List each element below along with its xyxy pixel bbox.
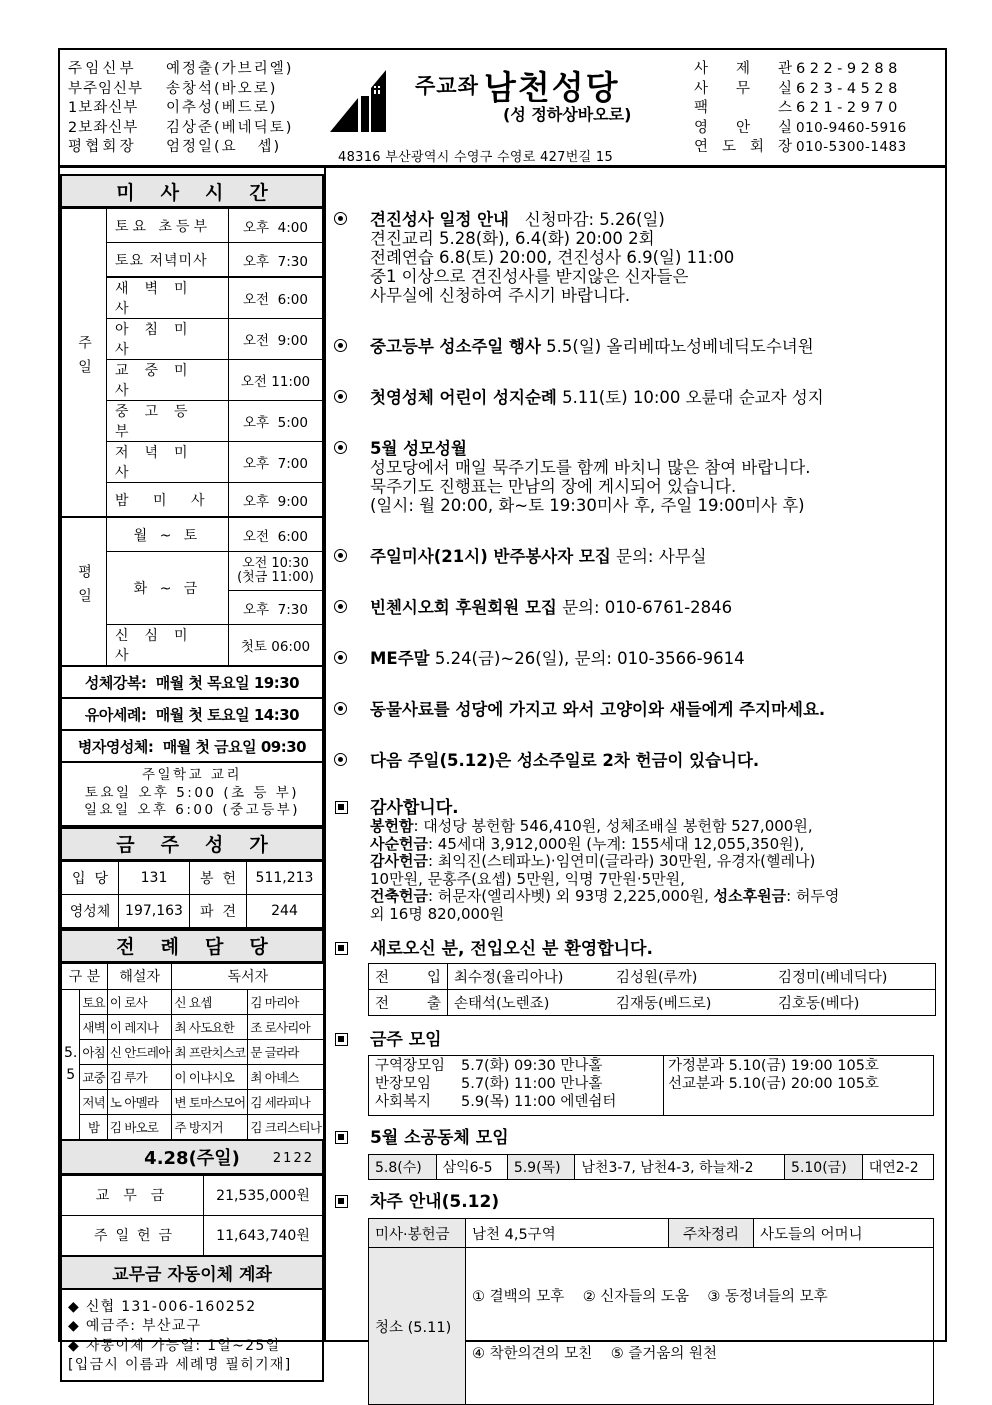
table-row: 밤 미 사 오후 9:00: [61, 483, 323, 518]
church-address: 48316 부산광역시 수영구 수영로 427번길 15: [338, 150, 614, 165]
small-community-table: [368, 1154, 934, 1180]
table-row: 오후 7:30: [61, 591, 323, 625]
table-row: 미사·봉헌금 남천 4,5구역 주차정리 사도들의 어머니: [369, 1219, 934, 1248]
table-row: 저녁 노 아멜라 변 토마스모어 김 세라피나: [61, 1089, 324, 1114]
table-row: 5.8(수) 삼익6-5 5.9(목) 남천3-7, 남천4-3, 하늘채-2 5.10(금) 대연2-2: [369, 1155, 934, 1180]
contact-list: [694, 60, 907, 158]
meetings-heading: 금주 모임: [330, 1030, 942, 1050]
notice-item: ME주말 5.24(금)~26(일), 문의: 010-3566-9614: [330, 649, 942, 668]
next-week-table: [368, 1218, 934, 1405]
mass-times-title: 미사시간: [60, 174, 324, 208]
notice-item: 빈첸시오회 후원회원 모집 문의: 010-6761-2846: [330, 598, 942, 617]
table-row: 새벽 이 레지나 최 사도요한 조 로사리아: [61, 1014, 324, 1039]
main-column: [330, 174, 942, 1405]
notice-item: 다음 주일(5.12)은 성소주일로 2차 헌금이 있습니다.: [330, 751, 942, 770]
radio-bullet-icon: [334, 753, 347, 766]
table-row: 아침미사 오전 9:00: [61, 319, 323, 360]
notice-item: 5월 성모성월 성모당에서 매일 묵주기도를 함께 바치니 많은 참여 바랍니다. 묵주기도 진행표는 만남의 장에 게시되어 있습니다. (일시: 월 20:00, 화~토 19:30미사 후, 주일 19:00미사 후): [330, 439, 942, 515]
table-row: 입 당 131 봉 헌 511,213: [61, 861, 323, 894]
liturgy-table: [60, 963, 325, 1141]
table-row: 교중미사 오전 11:00: [61, 360, 323, 401]
sunday-school-info: 주일학교 교리 토요일 오후 5:00 (초 등 부) 일요일 오후 6:00 (중고등부): [60, 763, 324, 827]
table-row: 영성체 197,163 파 견 244: [61, 894, 323, 928]
hymns-title: 금주성가: [60, 827, 324, 861]
meetings-right: 가정분과 5.10(금) 19:00 105호 선교분과 5.10(금) 20:00 105호: [664, 1056, 934, 1116]
liturgy-title: 전례담당: [60, 929, 324, 963]
contact-row: 팩 스 621-2970: [694, 100, 902, 116]
table-row: 5. 5 토요 이 로사 신 요셉 김 마리아: [61, 989, 324, 1014]
notice-item: 주일미사(21시) 반주봉사자 모집 문의: 사무실: [330, 547, 942, 566]
contact-row: 연 도 회 장 010-5300-1483: [694, 139, 907, 155]
square-bullet-icon: [335, 801, 348, 814]
radio-bullet-icon: [334, 390, 347, 403]
infant-baptism-info: 유아세례: 매월 첫 토요일 14:30: [60, 699, 324, 731]
sunday-label: 주일: [61, 209, 107, 518]
table-row: 구 분 해설자 독서자: [61, 963, 324, 989]
adoration-info: 성체강복: 매월 첫 목요일 19:30: [60, 667, 324, 699]
notice-item: 견진성사 일정 안내 신청마감: 5.26(일) 견진교리 5.28(화), 6.4(화) 20:00 2회 전례연습 6.8(토) 20:00, 견진성사 6.9(일) 11:00 중1 이상으로 견진성사를 받지않은 신자들은 사무실에 신청하여 주시기 바랍니다.: [330, 210, 942, 305]
radio-bullet-icon: [334, 441, 347, 454]
welcome-table: [368, 963, 936, 1016]
thanks-heading: 감사합니다.: [330, 798, 942, 818]
table-row: 청소 (5.11) ① 결백의 모후 ② 신자들의 도움 ③ 동정녀들의 모후 ④ 착한의견의 모친 ⑤ 즐거움의 원천: [369, 1248, 934, 1405]
radio-bullet-icon: [334, 600, 347, 613]
clergy-row: 1보좌신부 이추성(베드로): [68, 100, 278, 116]
table-row: 새벽미사 오전 6:00: [61, 277, 323, 319]
table-row: 평일 월 ~ 토 오전 6:00: [61, 517, 323, 552]
left-column: [60, 174, 324, 1382]
contact-row: 영 안 실 010-9460-5916: [694, 119, 907, 136]
notice-item: 첫영성체 어린이 성지순례 5.11(토) 10:00 오륜대 순교자 성지: [330, 388, 942, 407]
meetings-table: [368, 1055, 934, 1116]
weekday-label: 평일: [61, 517, 107, 666]
sick-communion-info: 병자영성체: 매월 첫 금요일 09:30: [60, 731, 324, 763]
table-row: 밤 김 바오로 주 방지거 김 크리스티나: [61, 1114, 324, 1140]
square-bullet-icon: [335, 1195, 348, 1208]
contact-row: 사 제 관 622-9288: [694, 61, 902, 77]
table-row: 저녁미사 오후 7:00: [61, 442, 323, 483]
notice-item: 중고등부 성소주일 행사 5.5(일) 올리베따노성베네딕도수녀원: [330, 337, 942, 356]
account-title: 교무금 자동이체 계좌: [60, 1257, 324, 1290]
radio-bullet-icon: [334, 651, 347, 664]
attendance-count: 2122: [272, 1150, 314, 1166]
clergy-row: 평협회장 엄정일(요 셉): [68, 139, 282, 155]
column-divider: [324, 168, 326, 1340]
church-title: 주교좌 남천성당: [415, 68, 620, 107]
finance-table: [60, 1175, 324, 1257]
radio-bullet-icon: [334, 212, 347, 225]
radio-bullet-icon: [334, 549, 347, 562]
church-logo-icon: [328, 66, 398, 136]
table-row: 중고등부 오후 5:00: [61, 401, 323, 442]
next-week-heading: 차주 안내(5.12): [330, 1192, 942, 1212]
radio-bullet-icon: [334, 339, 347, 352]
header: [60, 50, 945, 168]
meetings-left: 구역장모임 5.7(화) 09:30 만나홀 반장모임 5.7(화) 11:00 만나홀 사회복지 5.9(목) 11:00 에덴쉼터: [369, 1056, 664, 1116]
table-row: 전 입 최수정(율리아나) 김성원(루까) 김정미(베네딕다): [369, 964, 936, 990]
square-bullet-icon: [335, 942, 348, 955]
table-row: [369, 1056, 934, 1116]
clergy-row: 부주임신부 송창석(바오로): [68, 80, 278, 97]
square-bullet-icon: [335, 1033, 348, 1046]
table-row: 신심미사 첫토 06:00: [61, 625, 323, 667]
church-subtitle: (성 정하상바오로): [503, 105, 632, 124]
finance-date-title: 4.28(주일) 2122: [60, 1141, 324, 1175]
table-row: 전 출 손태석(노렌죠) 김재동(베드로) 김호동(베다): [369, 990, 936, 1016]
notice-item: 동물사료를 성당에 가지고 와서 고양이와 새들에게 주지마세요.: [330, 700, 942, 719]
table-row: 교무금 21,535,000원: [61, 1175, 323, 1215]
clergy-row: 주임신부 예정출(가브리엘): [68, 61, 294, 77]
mass-times-table: [60, 208, 324, 667]
bulletin-page: [58, 48, 947, 1373]
square-bullet-icon: [335, 1131, 348, 1144]
table-row: 아침 신 안드레아 최 프란치스코 문 글라라: [61, 1039, 324, 1064]
table-row: 화 ~ 금 오전 10:30 (첫금 11:00): [61, 552, 323, 591]
table-row: 주일헌금 11,643,740원: [61, 1215, 323, 1256]
contact-row: 사 무 실 623-4528: [694, 80, 902, 97]
thanks-list: 봉헌함: 대성당 봉헌함 546,410원, 성체조배실 봉헌함 527,000원, 사순헌금: 45세대 3,912,000원 (누계: 155세대 12,055,350원), 감사헌금: 최익진(스테파노)·임연미(글라라) 30만원, 유경자(헬레나) 10만원, 문홍주(요셉) 5만원, 익명 7만원·5만원, 건축헌금: 허문자(엘리사벳) 외 93명 2,225,000원, 성소후원금: 허두영 외 16명 820,000원: [370, 817, 840, 923]
clergy-row: 2보좌신부 김상준(베네딕토): [68, 119, 294, 136]
clergy-list: [68, 60, 293, 158]
small-community-heading: 5월 소공동체 모임: [330, 1128, 942, 1148]
radio-bullet-icon: [334, 702, 347, 715]
account-info: ◆ 신협 131-006-160252 ◆ 예금주: 부산교구 ◆ 자동이체 가능일: 1일~25일 [입금시 이름과 세례명 필히기재]: [60, 1290, 324, 1382]
welcome-heading: 새로오신 분, 전입오신 분 환영합니다.: [330, 939, 942, 959]
table-row: 주일 토요 초등부 오후 4:00: [61, 209, 323, 243]
table-row: 토요 저녁미사 오후 7:30: [61, 243, 323, 278]
hymns-table: [60, 861, 324, 929]
table-row: 교중 김 루가 이 이냐시오 최 아녜스: [61, 1064, 324, 1089]
